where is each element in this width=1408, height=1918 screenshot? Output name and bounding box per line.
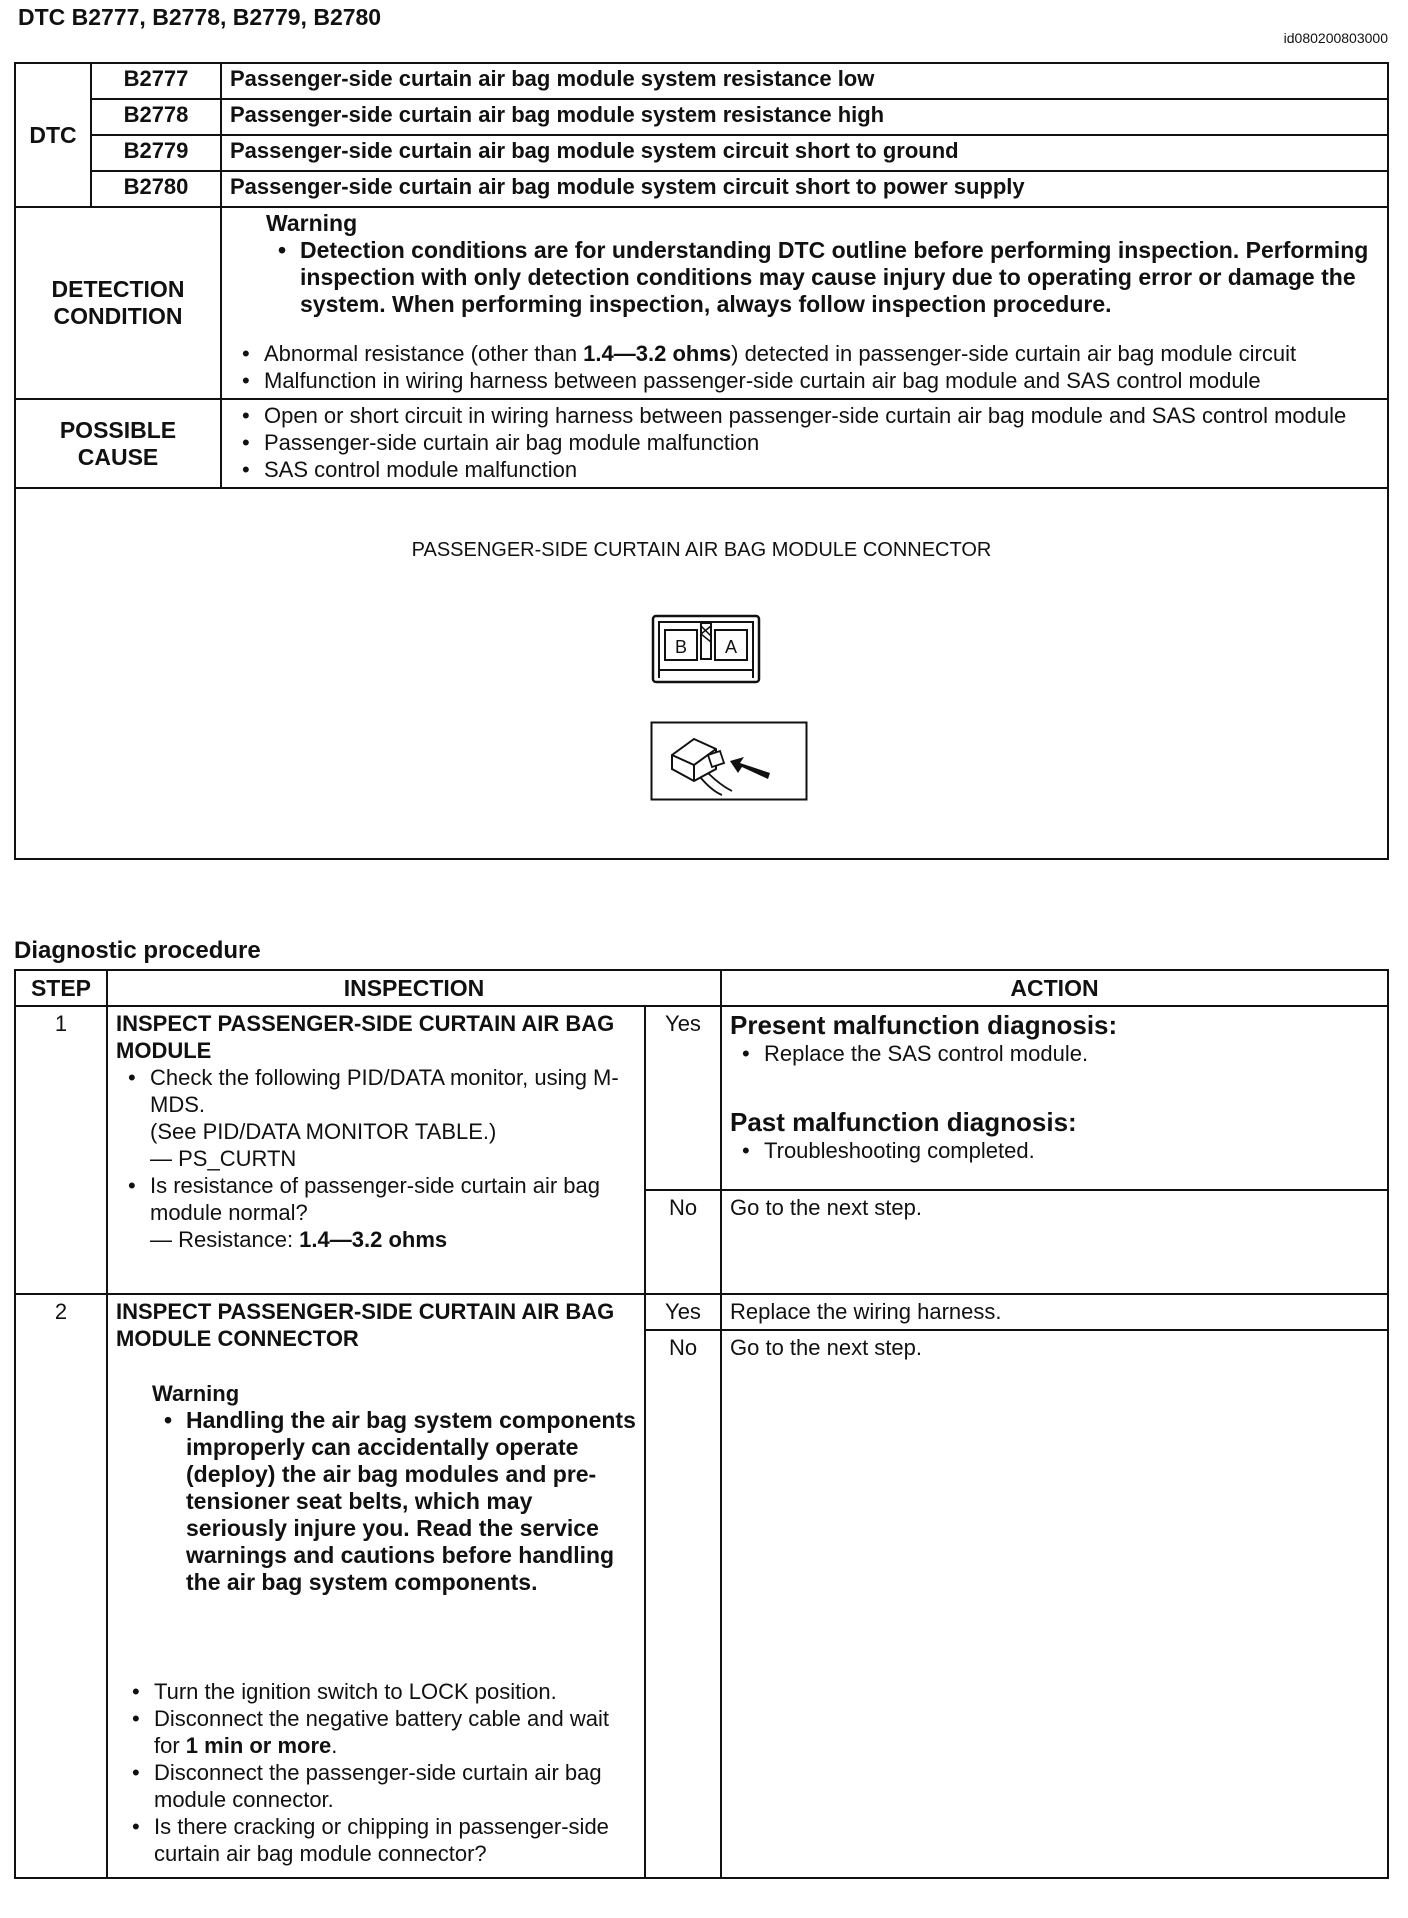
step-row <box>15 1294 1388 1330</box>
dtc-description: Passenger-side curtain air bag module system circuit short to power supply <box>221 171 1388 207</box>
possible-cause-content <box>221 399 1388 488</box>
step-number: 1 <box>15 1006 107 1294</box>
harness-side-connector-icon <box>650 721 808 801</box>
procedure-header-row <box>15 970 1388 1006</box>
inspection-warning <box>116 1380 636 1596</box>
inspection-bullet <box>120 1705 636 1759</box>
dtc-code: B2779 <box>91 135 221 171</box>
inspection-bullet: • Turn the ignition switch to LOCK position. <box>120 1678 636 1705</box>
dtc-description: Passenger-side curtain air bag module system circuit short to ground <box>221 135 1388 171</box>
action-column-header: ACTION <box>721 970 1388 1006</box>
connector-diagram-cell <box>15 488 1388 859</box>
possible-label-line2: CAUSE <box>77 443 159 470</box>
detection-bullet-text: ) detected in passenger-side curtain air bag module circuit <box>731 341 1297 366</box>
inspection-text: . <box>331 1733 338 1758</box>
past-diagnosis-heading: Past malfunction diagnosis: <box>730 1107 1077 1137</box>
detection-condition-content <box>221 207 1388 399</box>
document-id: id080200803000 <box>1283 30 1388 46</box>
warning-text: • Detection conditions are for understanding DTC outline before performing inspection. Performing inspection with only detection conditions may cause injury due to operating error or damage the system. When performing inspection, always follow inspection procedure. <box>266 237 1381 318</box>
inspection-bullet: • Is there cracking or chipping in passenger-side curtain air bag module connector? <box>120 1813 636 1867</box>
cause-item: • SAS control module malfunction <box>230 456 1381 483</box>
inspection-bullet <box>116 1172 636 1253</box>
procedure-table <box>14 969 1389 1879</box>
action-cell: Go to the next step. <box>721 1190 1388 1294</box>
procedure-title: Diagnostic procedure <box>14 937 261 964</box>
action-item: • Replace the SAS control module. <box>730 1040 1379 1067</box>
wait-time: 1 min or more <box>185 1733 332 1758</box>
possible-cause-row <box>15 399 1388 488</box>
inspection-text: (See PID/DATA MONITOR TABLE.) <box>150 1119 497 1144</box>
resistance-range: 1.4—3.2 ohms <box>583 341 732 366</box>
dtc-code: B2780 <box>91 171 221 207</box>
yes-label: Yes <box>645 1006 721 1190</box>
detection-label-line1: DETECTION <box>51 276 185 302</box>
detection-label-line2: CONDITION <box>53 303 183 329</box>
inspection-text: • Check the following PID/DATA monitor, using M-MDS. <box>150 1065 619 1117</box>
step-row <box>15 1006 1388 1190</box>
step-number: 2 <box>15 1294 107 1878</box>
detection-bullet-text: Abnormal resistance (other than <box>264 341 584 366</box>
dtc-description: Passenger-side curtain air bag module system resistance high <box>221 99 1388 135</box>
dtc-label: DTC <box>15 63 91 207</box>
dtc-row <box>15 171 1388 207</box>
inspection-title: INSPECT PASSENGER-SIDE CURTAIN AIR BAG MODULE <box>116 1011 615 1063</box>
connector-face-icon <box>651 614 761 686</box>
step-column-header: STEP <box>15 970 107 1006</box>
yes-label: Yes <box>645 1294 721 1330</box>
inspection-text: • Is resistance of passenger-side curtain air bag module normal? <box>150 1173 601 1225</box>
dtc-description: Passenger-side curtain air bag module system resistance low <box>221 63 1388 99</box>
detection-condition-label <box>15 207 221 399</box>
action-item: • Troubleshooting completed. <box>730 1137 1379 1164</box>
possible-cause-label <box>15 399 221 488</box>
inspection-bullet <box>116 1064 636 1172</box>
warning-title: Warning <box>152 1381 240 1406</box>
present-diagnosis-heading: Present malfunction diagnosis: <box>730 1010 1118 1040</box>
dtc-table <box>14 62 1389 860</box>
terminal-b-label: B <box>674 637 688 657</box>
warning-title: Warning <box>266 210 358 236</box>
inspection-bullet: • Disconnect the passenger-side curtain air bag module connector. <box>120 1759 636 1813</box>
no-label: No <box>645 1190 721 1294</box>
page-title: DTC B2777, B2778, B2779, B2780 <box>18 4 382 30</box>
terminal-a-label: A <box>724 637 738 657</box>
action-cell: Go to the next step. <box>721 1330 1388 1878</box>
connector-caption: PASSENGER-SIDE CURTAIN AIR BAG MODULE CONNECTOR <box>411 539 992 561</box>
connector-diagram-row <box>15 488 1388 859</box>
dtc-code: B2778 <box>91 99 221 135</box>
dtc-row <box>15 63 1388 99</box>
inspection-text: — PS_CURTN <box>150 1146 297 1171</box>
inspection-cell <box>107 1294 645 1878</box>
possible-label-line1: POSSIBLE <box>59 416 177 443</box>
dtc-row <box>15 99 1388 135</box>
no-label: No <box>645 1330 721 1878</box>
inspection-title: INSPECT PASSENGER-SIDE CURTAIN AIR BAG MODULE CONNECTOR <box>116 1299 615 1351</box>
cause-item: • Passenger-side curtain air bag module malfunction <box>230 429 1381 456</box>
action-cell: Replace the wiring harness. <box>721 1294 1388 1330</box>
cause-item: • Open or short circuit in wiring harness between passenger-side curtain air bag module and SAS control module <box>230 402 1381 429</box>
detection-bullet: • Malfunction in wiring harness between passenger-side curtain air bag module and SAS control module <box>230 367 1381 394</box>
detection-warning <box>230 210 1381 318</box>
detection-condition-row <box>15 207 1388 399</box>
resistance-spec: 1.4—3.2 ohms <box>299 1227 448 1252</box>
action-cell <box>721 1006 1388 1190</box>
inspection-cell <box>107 1006 645 1294</box>
inspection-column-header: INSPECTION <box>107 970 721 1006</box>
detection-bullet <box>230 340 1381 367</box>
dtc-row <box>15 135 1388 171</box>
dtc-code: B2777 <box>91 63 221 99</box>
warning-text: • Handling the air bag system components improperly can accidentally operate (deploy) the air bag modules and pre-tensioner seat belts, which may seriously injure you. Read the service warnings and cautions before handling the air bag system components. <box>152 1407 636 1596</box>
inspection-text: — Resistance: <box>150 1227 300 1252</box>
inspection-text: Disconnect the negative battery cable and wait for <box>154 1706 609 1758</box>
